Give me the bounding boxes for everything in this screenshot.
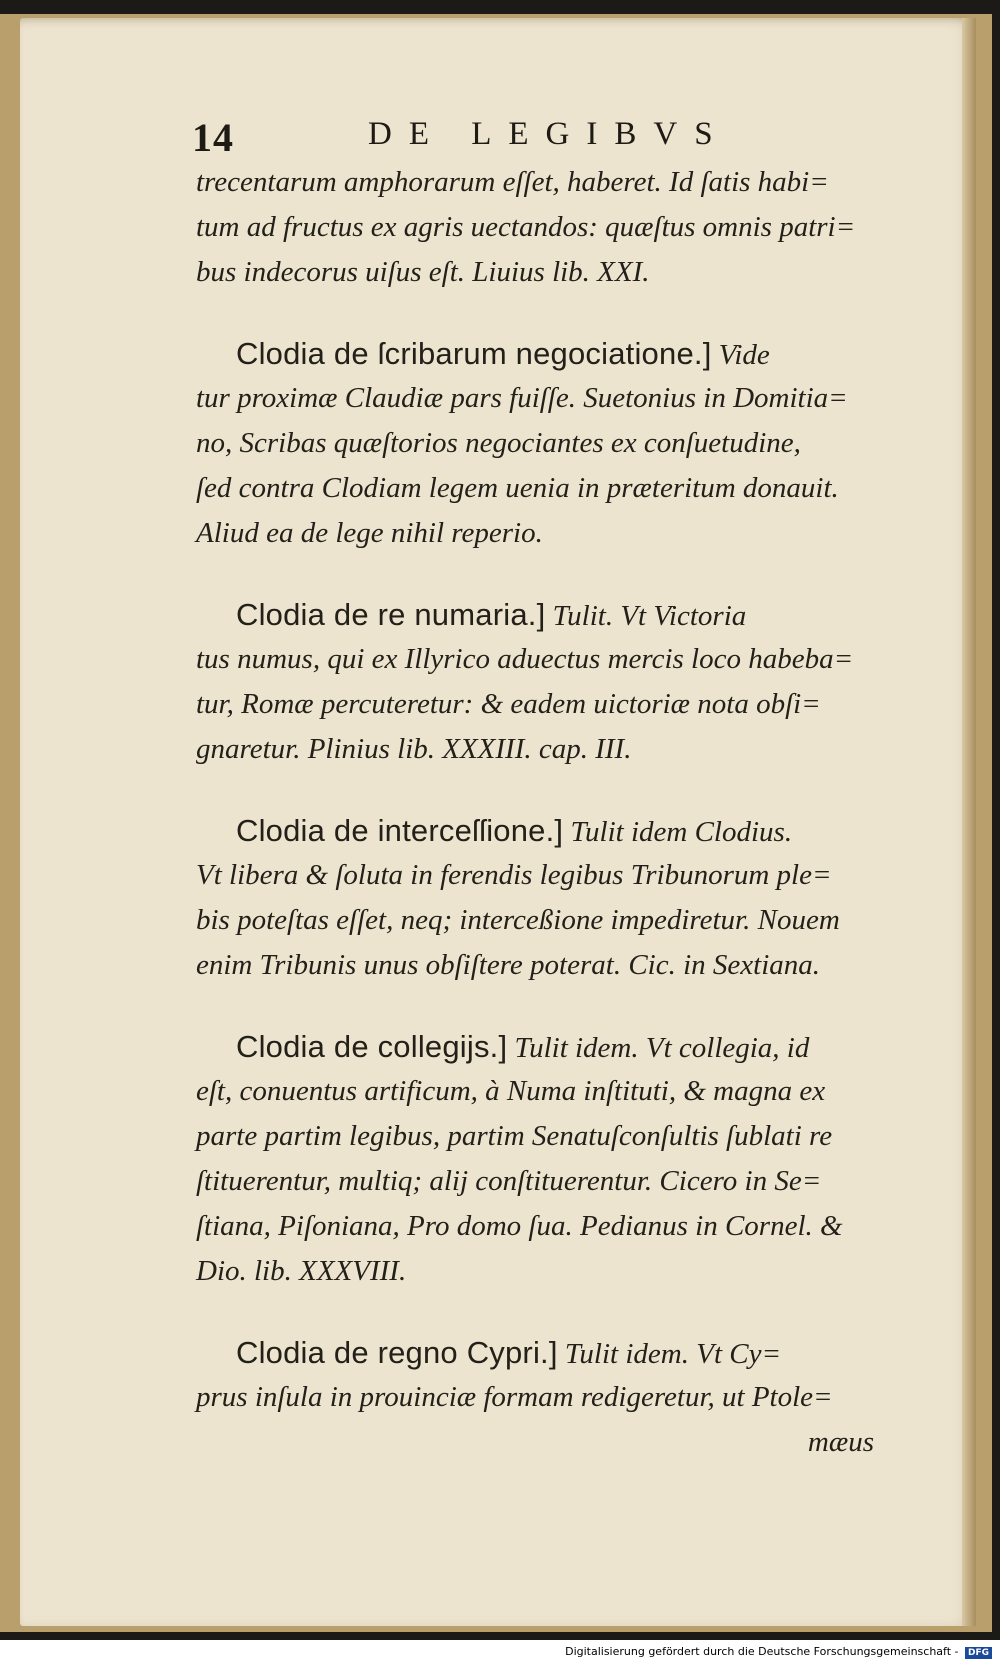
digitization-credit [565,1645,992,1659]
law-entry [196,331,896,556]
text-line: eſt, conuentus artificum, à Numa inſtituti, & magna ex [196,1075,826,1107]
text-line: Vt libera & ſoluta in ferendis legibus Tribunorum ple= [196,859,832,891]
entry-text: Vide [718,339,770,371]
entry-lemma: Clodia de re numaria.] [236,597,546,632]
running-title: DE LEGIBVS [368,116,730,152]
entry-lemma: Clodia de ſcribarum negociatione.] [236,336,712,371]
entry-lemma: Clodia de collegijs.] [236,1029,508,1064]
text-line: prus inſula in prouinciæ formam redigeretur, ut Ptole= [196,1381,833,1413]
text-line: bis poteſtas eſſet, neq; interceßione impediretur. Nouem [196,904,840,936]
entry-first-line [196,1330,896,1375]
law-entry [196,1024,896,1294]
entry-first-line [196,1024,896,1069]
credit-text: Digitalisierung gefördert durch die Deutsche Forschungsgemeinschaft - [565,1645,959,1658]
law-entry [196,808,896,988]
entry-lemma: Clodia de regno Cypri.] [236,1335,558,1370]
page-number: 14 [192,115,234,160]
running-head [192,114,752,162]
law-entry [196,1330,896,1420]
text-line: parte partim legibus, partim Senatuſconſultis ſublati re [196,1120,833,1152]
text-line: enim Tribunis unus obſiſtere poterat. Cic. in Sextiana. [196,949,821,981]
page-fore-edge [962,18,976,1626]
text-line: ſtituerentur, multiq; alij conſtituerentur. Cicero in Se= [196,1165,822,1197]
text-line: tur proximæ Claudiæ pars fuiſſe. Suetonius in Domitia= [196,382,848,414]
text-line: tur, Romæ percuteretur: & eadem uictoriæ nota obſi= [196,688,821,720]
entry-text: Tulit idem. Vt Cy= [564,1338,782,1370]
law-entry [196,592,896,772]
entry-text: Tulit idem Clodius. [570,816,793,848]
text-line: bus indecorus uiſus eſt. Liuius lib. XXI. [196,256,650,288]
entry-text: Tulit. Vt Victoria [552,600,747,632]
text-line: Dio. lib. XXXVIII. [196,1255,407,1287]
entry-first-line [196,331,896,376]
entry-first-line [196,592,896,637]
text-line: gnaretur. Plinius lib. XXXIII. cap. III. [196,733,632,765]
text-line: Aliud ea de lege nihil reperio. [196,517,543,549]
text-line: ſed contra Clodiam legem uenia in præteritum donauit. [196,472,839,504]
dfg-logo: DFG [965,1647,992,1659]
text-line: ſtiana, Piſoniana, Pro domo ſua. Pedianus in Cornel. & [196,1210,843,1242]
catchword: mæus [807,1426,874,1458]
text-line: tus numus, qui ex Illyrico aduectus mercis loco habeba= [196,643,854,675]
entry-first-line [196,808,896,853]
text-line: no, Scribas quæſtorios negociantes ex conſuetudine, [196,427,801,459]
text-line: trecentarum amphorarum eſſet, haberet. Id ſatis habi= [196,166,829,198]
text-line: tum ad fructus ex agris uectandos: quæſtus omnis patri= [196,211,856,243]
entry-lemma: Clodia de interceſſione.] [236,813,564,848]
entry-text: Tulit idem. Vt collegia, id [514,1032,810,1064]
page-text [196,160,896,1465]
